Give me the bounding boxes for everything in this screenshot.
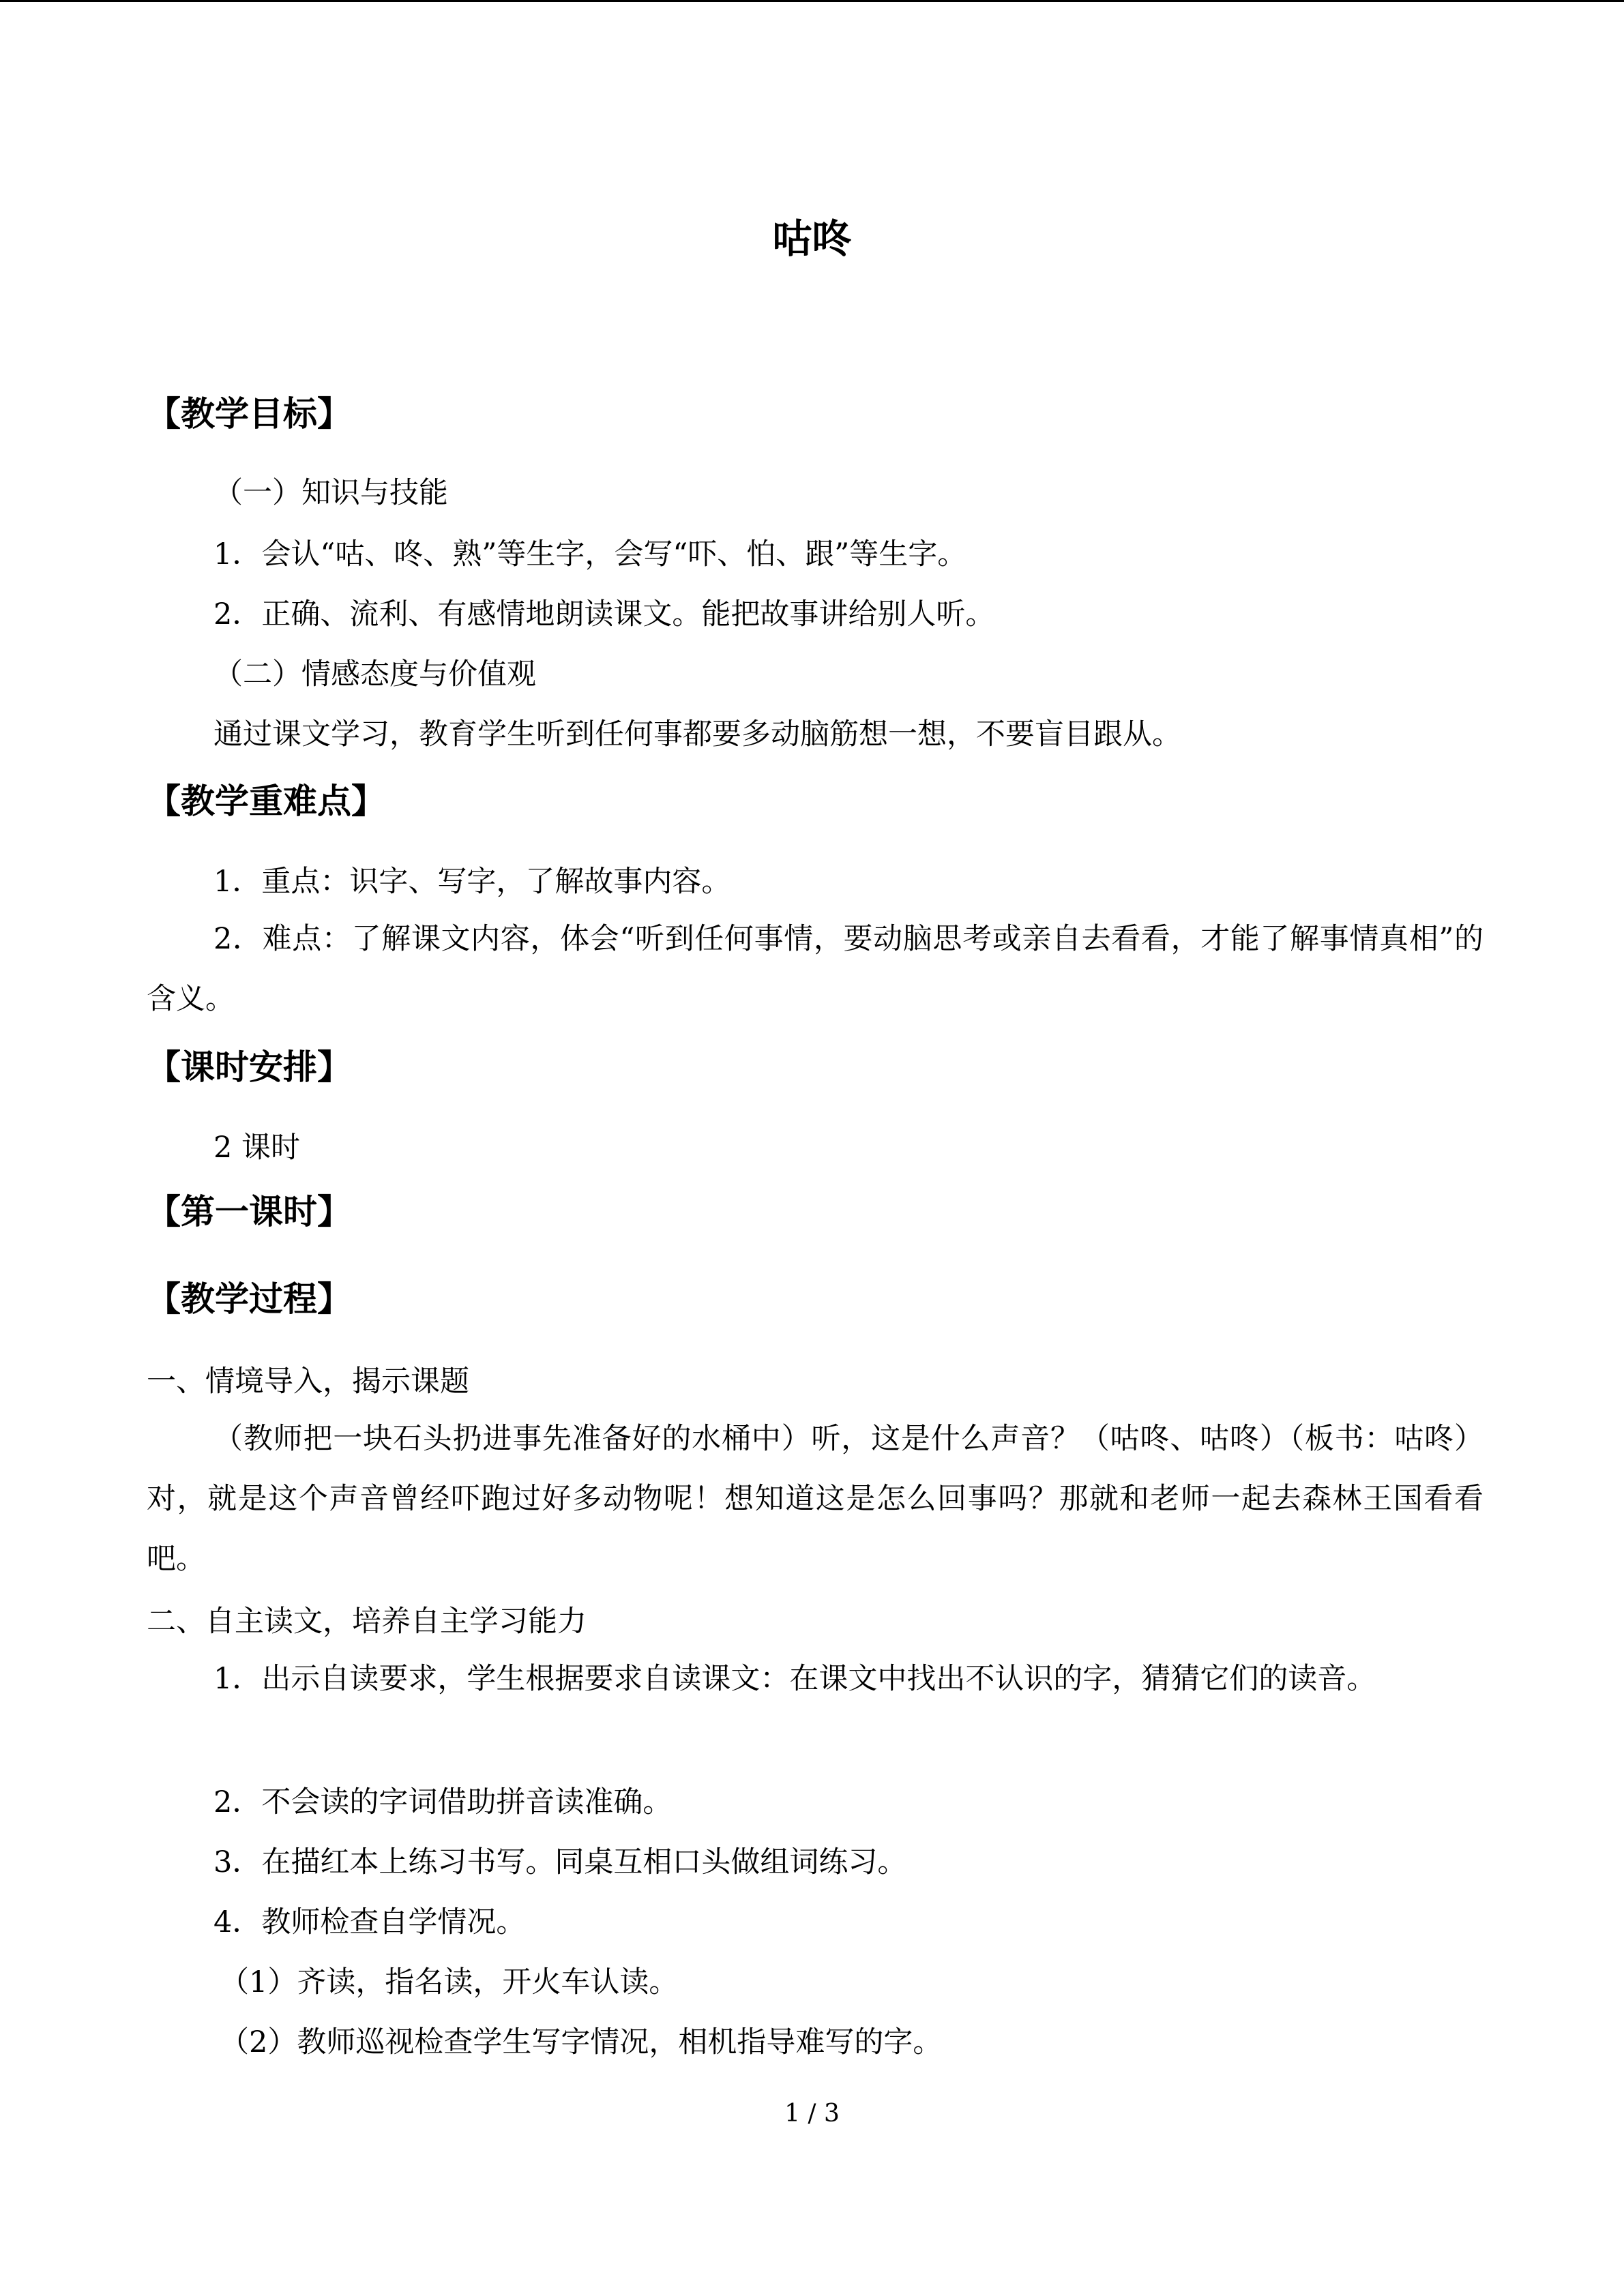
process-sub-2: （2）教师巡视检查学生写字情况，相机指导难写的字。 — [220, 2025, 943, 2059]
heading-objectives: 【教学目标】 — [147, 394, 351, 434]
objective-item-2: 2．正确、流利、有感情地朗读课文。能把故事讲给别人听。 — [213, 597, 995, 631]
process-step-2: 2．不会读的字词借助拼音读准确。 — [213, 1785, 673, 1819]
top-border — [0, 0, 1624, 2]
objective-item-1: 1．会认“咕、咚、熟”等生字，会写“吓、怕、跟”等生字。 — [213, 537, 967, 571]
process-part1-title: 一、情境导入，揭示课题 — [147, 1365, 469, 1399]
page-indicator: 1 / 3 — [784, 2100, 840, 2128]
schedule-text: 2 课时 — [213, 1131, 301, 1165]
objective-text: 通过课文学习，教育学生听到任何事都要多动脑筋想一想，不要盲目跟从。 — [213, 717, 1181, 751]
process-step-3: 3．在描红本上练习书写。同桌互相口头做组词练习。 — [213, 1845, 907, 1879]
heading-keypoints: 【教学重难点】 — [147, 781, 385, 821]
heading-lesson1: 【第一课时】 — [147, 1192, 351, 1232]
process-step-1: 1．出示自读要求，学生根据要求自读课文：在课文中找出不认识的字，猜猜它们的读音。 — [213, 1662, 1376, 1696]
subheading-attitude: （二）情感态度与价值观 — [213, 657, 536, 691]
process-part2-title: 二、自主读文，培养自主学习能力 — [147, 1605, 587, 1639]
process-sub-1: （1）齐读，指名读，开火车认读。 — [220, 1965, 679, 1999]
heading-schedule: 【课时安排】 — [147, 1047, 351, 1087]
heading-process: 【教学过程】 — [147, 1279, 351, 1319]
keypoint-item-1: 1．重点：识字、写字，了解故事内容。 — [213, 865, 731, 899]
process-part1-text: （教师把一块石头扔进事先准备好的水桶中）听，这是什么声音？（咕咚、咕咚）（板书：咕咚）对，就是这个声音曾经吓跑过好多动物呢！想知道这是怎么回事吗？那就和老师一起去森林王国看看吧。 — [147, 1422, 1483, 1576]
process-step-4: 4．教师检查自学情况。 — [213, 1905, 526, 1939]
keypoint-item-2: 2．难点：了解课文内容，体会“听到任何事情，要动脑思考或亲自去看看，才能了解事情真相”的含义。 — [147, 922, 1483, 1016]
page-title: 咕咚 — [772, 215, 852, 262]
subheading-knowledge: （一）知识与技能 — [213, 476, 448, 510]
